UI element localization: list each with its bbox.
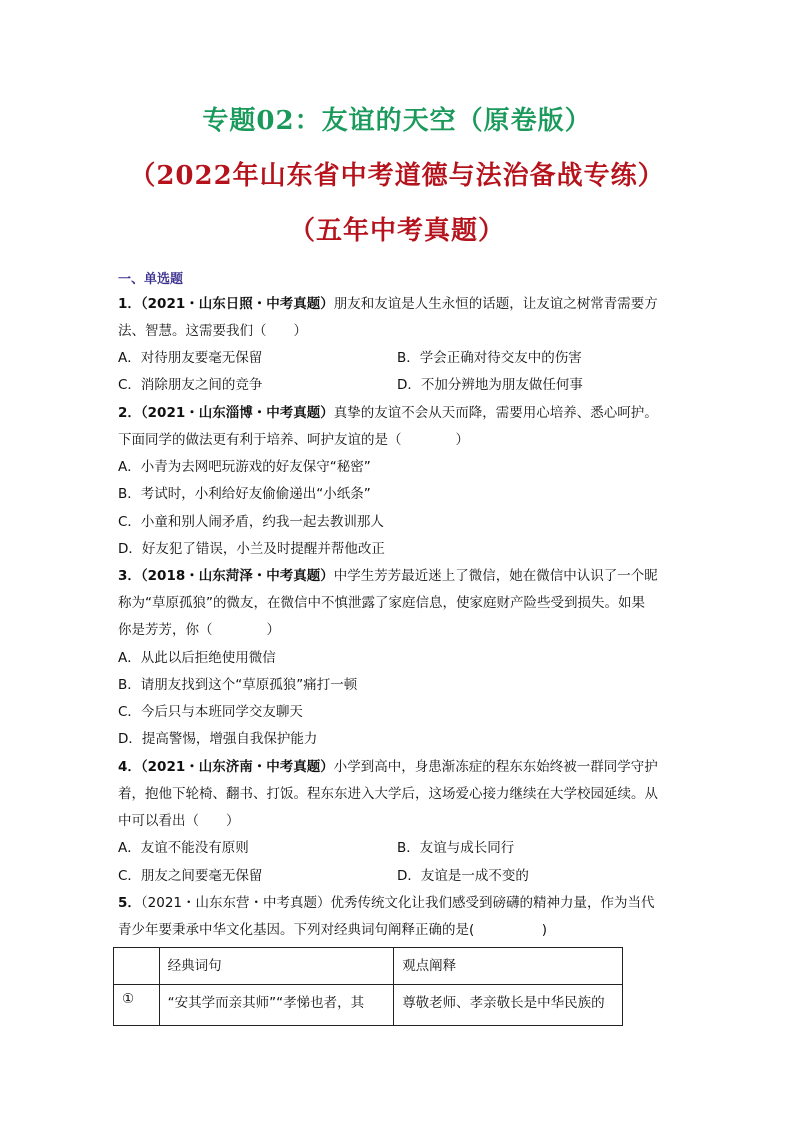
quote-table: [113, 947, 623, 1026]
title-line-3: （五年中考真题）: [288, 216, 505, 246]
question-3-number: 3．: [118, 568, 141, 584]
question-3-text: 中学生芳芳最近迷上了微信，她在微信中认识了一个昵: [333, 568, 658, 584]
question-5-line-1: [118, 894, 688, 912]
question-4-option-c: C．朋友之间要毫无保留: [118, 868, 263, 884]
question-1-line-2: 法、智慧。这需要我们（ ）: [118, 323, 307, 339]
question-1-option-d: D．不加分辨地为朋友做任何事: [397, 377, 583, 393]
table-cell: ①: [114, 985, 160, 1026]
table-header-cell: 经典词句: [159, 948, 394, 985]
table-cell: “安其学而亲其师”“孝悌也者，其: [159, 985, 394, 1026]
table-header-row: [114, 948, 623, 985]
question-4-line-3: 中可以看出（ ）: [118, 813, 240, 829]
question-2-number: 2．: [118, 405, 141, 421]
question-1-source: （2021・山东日照・中考真题）: [140, 296, 334, 312]
question-3-line-2: 称为“草原孤狼”的微友，在微信中不慎泄露了家庭信息，使家庭财产险些受到损失。如果: [118, 595, 645, 611]
question-4-number: 4．: [118, 759, 141, 775]
question-2-option-c: C．小童和别人闹矛盾，约我一起去教训那人: [118, 514, 384, 530]
question-1-option-c: C．消除朋友之间的竞争: [118, 377, 263, 393]
question-3-line-1: [118, 567, 688, 585]
question-1-option-a: A．对待朋友要毫无保留: [118, 350, 263, 366]
table-header-cell: 观点阐释: [394, 948, 623, 985]
question-3-line-3: 你是芳芳，你（ ）: [118, 622, 280, 638]
table-header-cell: [114, 948, 160, 985]
question-5-text: 优秀传统文化让我们感受到磅礴的精神力量，作为当代: [330, 895, 655, 911]
question-1-text: 朋友和友谊是人生永恒的话题，让友谊之树常青需要方: [333, 296, 658, 312]
question-4-source: （2021・山东济南・中考真题）: [140, 759, 334, 775]
table-cell: 尊敬老师、孝亲敬长是中华民族的: [394, 985, 623, 1026]
section-heading: 一、单选题: [118, 272, 184, 287]
question-3-option-b: B．请朋友找到这个“草原孤狼”痛打一顿: [118, 677, 358, 693]
question-4-line-1: [118, 758, 688, 776]
question-4-option-a: A．友谊不能没有原则: [118, 840, 249, 856]
question-2-option-d: D．好友犯了错误，小兰及时提醒并帮他改正: [118, 541, 385, 557]
question-1-option-b: B．学会正确对待交友中的伤害: [397, 350, 582, 366]
question-5-number: 5．: [118, 895, 141, 911]
question-3-option-d: D．提高警惕，增强自我保护能力: [118, 731, 318, 747]
question-4-text: 小学到高中，身患渐冻症的程东东始终被一群同学守护: [333, 759, 658, 775]
question-2-line-1: [118, 404, 688, 422]
question-1-line-1: [118, 295, 688, 313]
question-2-line-2: 下面同学的做法更有利于培养、呵护友谊的是（ ）: [118, 432, 469, 448]
question-2-option-b: B．考试时，小利给好友偷偷递出“小纸条”: [118, 486, 371, 502]
question-5-line-2: 青少年要秉承中华文化基因。下列对经典词句阐释正确的是( ): [118, 922, 548, 938]
question-3-source: （2018・山东菏泽・中考真题）: [140, 568, 334, 584]
question-5-source: （2021・山东东营・中考真题）: [140, 895, 331, 911]
title-line-1: 专题02：友谊的天空（原卷版）: [202, 106, 592, 136]
question-3-option-c: C．今后只与本班同学交友聊天: [118, 704, 303, 720]
question-4-option-b: B．友谊与成长同行: [397, 840, 515, 856]
question-4-option-d: D．友谊是一成不变的: [397, 868, 529, 884]
question-2-source: （2021・山东淄博・中考真题）: [140, 405, 334, 421]
question-2-option-a: A．小青为去网吧玩游戏的好友保守“秘密”: [118, 459, 371, 475]
question-1-number: 1．: [118, 296, 141, 312]
table-row: [114, 985, 623, 1026]
question-3-option-a: A．从此以后拒绝使用微信: [118, 650, 276, 666]
question-2-text: 真挚的友谊不会从天而降，需要用心培养、悉心呵护。: [333, 405, 658, 421]
title-line-2: （2022年山东省中考道德与法治备战专练）: [129, 161, 665, 191]
question-4-line-2: 着，抱他下轮椅、翻书、打饭。程东东进入大学后，这场爱心接力继续在大学校园延续。从: [118, 786, 658, 802]
